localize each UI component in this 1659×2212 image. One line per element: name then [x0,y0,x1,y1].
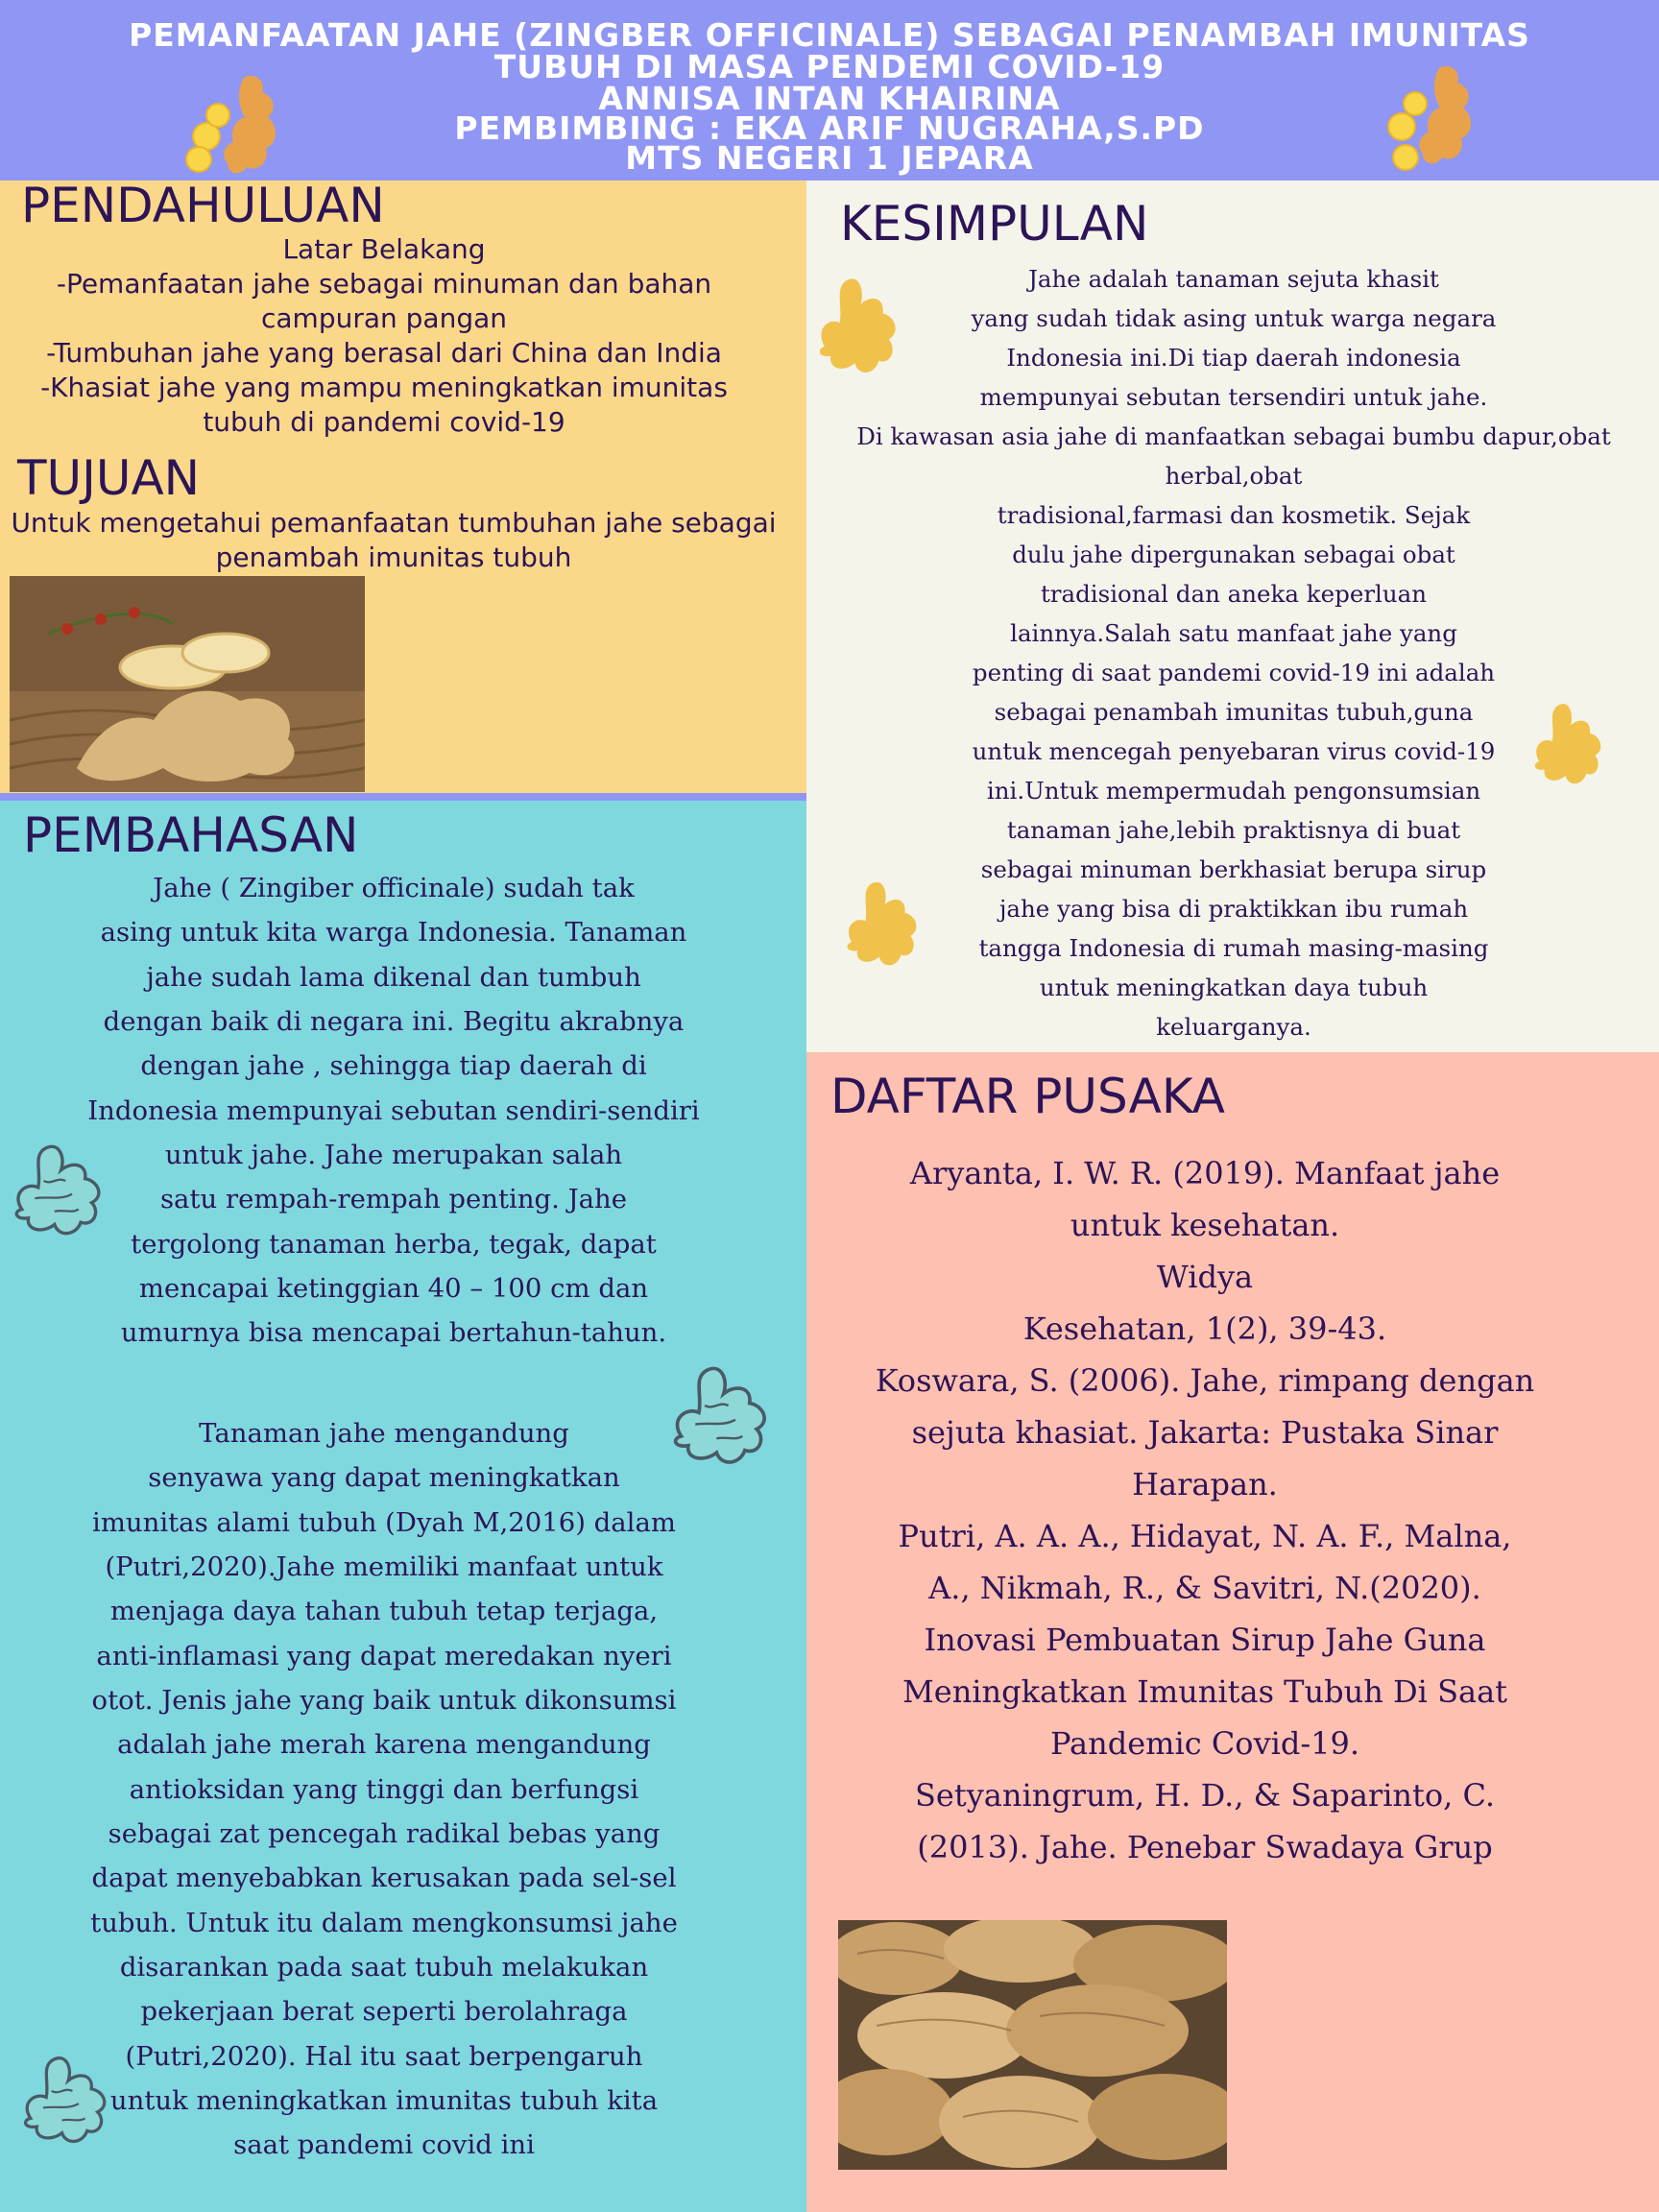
tujuan-heading: TUJUAN [17,450,201,506]
pembahasan-line: otot. Jenis jahe yang baik untuk dikonsumsi [91,1685,677,1716]
pembahasan-line: adalah jahe merah karena mengandung [117,1729,651,1760]
tujuan-line: Untuk mengetahui pemanfaatan tumbuhan jahe sebagai [11,507,777,539]
pembahasan-line: dapat menyebabkan kerusakan pada sel-sel [91,1863,677,1893]
kesimpulan-line: yang sudah tidak asing untuk warga negara [971,304,1497,332]
pembahasan-line: sebagai zat pencegah radikal bebas yang [108,1818,661,1849]
kesimpulan-line: tangga Indonesia di rumah masing-masing [978,934,1489,962]
ginger-photo-basket [10,576,365,792]
reference-line: Widya [1156,1259,1254,1295]
kesimpulan-line: Jahe adalah tanaman sejuta khasit [1028,265,1439,293]
kesimpulan-line: ini.Untuk mempermudah pengonsumsian [986,777,1481,805]
pembahasan-line: Indonesia mempunyai sebutan sendiri-sendiri [87,1095,700,1126]
kesimpulan-line: herbal,obat [1165,462,1303,490]
latar-belakang-item: campuran pangan [260,302,508,334]
kesimpulan-line: untuk mencegah penyebaran virus covid-19 [972,737,1496,765]
pembahasan-line: menjaga daya tahan tubuh tetap terjaga, [109,1596,659,1626]
kesimpulan-line: tanaman jahe,lebih praktisnya di buat [1006,816,1461,844]
reference-line: A., Nikmah, R., & Savitri, N.(2020). [928,1570,1481,1606]
ginger-coins-icon-right [1373,58,1498,178]
kesimpulan-line: sebagai minuman berkhasiat berupa sirup [980,855,1487,883]
ginger-outline-icon [0,1133,120,1253]
reference-line: Harapan. [1132,1466,1278,1503]
pendahuluan-heading: PENDAHULUAN [21,178,385,233]
school-name: MTS NEGERI 1 JEPARA [625,139,1034,177]
latar-belakang-item: -Tumbuhan jahe yang berasal dari China dan India [46,337,722,369]
ginger-icon [1522,691,1618,802]
reference-line: Setyaningrum, H. D., & Saparinto, C. [914,1777,1496,1814]
kesimpulan-line: lainnya.Salah satu manfaat jahe yang [1010,619,1457,647]
ginger-icon [833,869,934,984]
kesimpulan-line: tradisional dan aneka keperluan [1040,580,1428,608]
latar-belakang-block [10,232,758,440]
pembahasan-line: dengan jahe , sehingga tiap daerah di [140,1050,647,1081]
reference-line: Pandemic Covid-19. [1049,1725,1360,1762]
kesimpulan-line: dulu jahe dipergunakan sebagai obat [1012,541,1455,568]
pembahasan-heading: PEMBAHASAN [23,807,359,863]
kesimpulan-line: penting di saat pandemi covid-19 ini adalah [972,659,1496,686]
latar-belakang-item: -Pemanfaatan jahe sebagai minuman dan bahan [56,268,712,300]
supervisor-line: PEMBIMBING : EKA ARIF NUGRAHA,S.PD [454,109,1205,147]
kesimpulan-line: Indonesia ini.Di tiap daerah indonesia [1006,344,1461,372]
pembahasan-line: imunitas alami tubuh (Dyah M,2016) dalam [92,1507,676,1538]
kesimpulan-line: mempunyai sebutan tersendiri untuk jahe. [979,383,1488,411]
title-line-2: TUBUH DI MASA PENDEMI COVID-19 [493,48,1166,85]
title-line-1: PEMANFAATAN JAHE (ZINGBER OFFICINALE) SEBAGAI PENAMBAH IMUNITAS [129,16,1530,54]
ginger-outline-icon [10,2045,125,2160]
section-divider [0,793,806,801]
pembahasan-line: antioksidan yang tinggi dan berfungsi [129,1774,639,1805]
kesimpulan-line: untuk meningkatkan daya tubuh [1039,974,1429,1001]
reference-line: Putri, A. A. A., Hidayat, N. A. F., Malna, [898,1518,1512,1554]
reference-line: Meningkatkan Imunitas Tubuh Di Saat [902,1673,1507,1710]
pembahasan-line: tergolong tanaman herba, tegak, dapat [131,1229,657,1260]
pembahasan-line: anti-inflamasi yang dapat meredakan nyeri [96,1641,672,1671]
kesimpulan-line: jahe yang bisa di praktikkan ibu rumah [998,895,1469,923]
pembahasan-line: senyawa yang dapat meningkatkan [148,1462,620,1493]
tujuan-text [0,506,787,575]
kesimpulan-line: sebagai penambah imunitas tubuh,guna [994,698,1474,726]
ginger-outline-icon [658,1354,787,1483]
reference-line: Kesehatan, 1(2), 39-43. [1022,1310,1387,1347]
ginger-photo-pile [838,1920,1227,2170]
pembahasan-line: untuk meningkatkan imunitas tubuh kita [109,2085,659,2116]
reference-line: sejuta khasiat. Jakarta: Pustaka Sinar [911,1414,1499,1451]
pembahasan-line: Tanaman jahe mengandung [199,1418,569,1449]
reference-line: Koswara, S. (2006). Jahe, rimpang dengan [875,1362,1535,1399]
reference-line: untuk kesehatan. [1070,1207,1340,1243]
pembahasan-line: saat pandemi covid ini [233,2129,535,2160]
pembahasan-line: jahe sudah lama dikenal dan tumbuh [146,962,641,993]
reference-line: (2013). Jahe. Penebar Swadaya Grup [917,1829,1493,1865]
pembahasan-line: (Putri,2020). Hal itu saat berpengaruh [125,2041,643,2072]
pembahasan-line: asing untuk kita warga Indonesia. Tanaman [100,917,687,948]
pembahasan-line: untuk jahe. Jahe merupakan salah [164,1140,623,1170]
ginger-coins-icon-left [178,67,302,182]
author-name: ANNISA INTAN KHAIRINA [598,80,1061,117]
pembahasan-line: mencapai ketinggian 40 – 100 cm dan [138,1273,649,1304]
latar-belakang-item: -Khasiat jahe yang mampu meningkatkan imunitas [40,372,728,403]
kesimpulan-line: Di kawasan asia jahe di manfaatkan sebagai bumbu dapur,obat [856,422,1611,450]
pembahasan-line: umurnya bisa mencapai bertahun-tahun. [120,1317,667,1348]
ginger-icon [805,264,915,394]
kesimpulan-line: tradisional,farmasi dan kosmetik. Sejak [997,501,1471,529]
tujuan-line: penambah imunitas tubuh [215,541,572,573]
daftar-pusaka-heading: DAFTAR PUSAKA [830,1069,1225,1124]
pembahasan-line: disarankan pada saat tubuh melakukan [119,1952,649,1983]
latar-belakang-item: tubuh di pandemi covid-19 [203,406,565,438]
pembahasan-line: dengan baik di negara ini. Begitu akrabnya [103,1006,685,1037]
latar-belakang-title: Latar Belakang [282,233,486,265]
pembahasan-line: pekerjaan berat seperti berolahraga [140,1996,628,2027]
reference-line: Aryanta, I. W. R. (2019). Manfaat jahe [909,1155,1501,1191]
pembahasan-line: Jahe ( Zingiber officinale) sudah tak [153,873,635,903]
poster-header [0,0,1659,180]
reference-line: Inovasi Pembuatan Sirup Jahe Guna [924,1622,1486,1658]
kesimpulan-heading: KESIMPULAN [840,196,1149,252]
pembahasan-line: satu rempah-rempah penting. Jahe [159,1184,628,1214]
pembahasan-line: (Putri,2020).Jahe memiliki manfaat untuk [105,1551,663,1582]
kesimpulan-line: keluarganya. [1156,1013,1311,1041]
pembahasan-line: tubuh. Untuk itu dalam mengkonsumsi jahe [90,1908,678,1938]
